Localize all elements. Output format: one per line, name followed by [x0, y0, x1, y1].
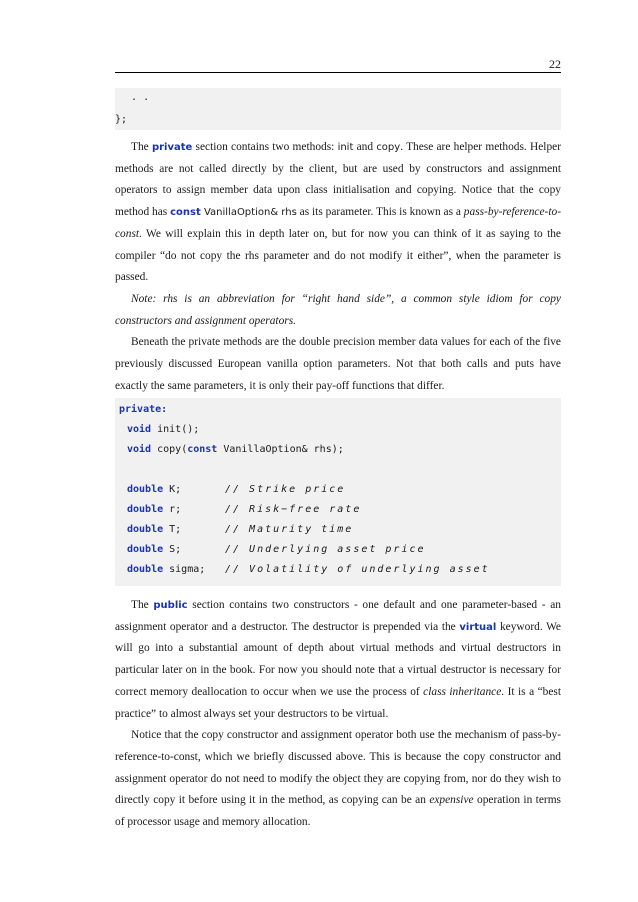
keyword: double	[127, 484, 164, 495]
code-line: . .	[119, 92, 150, 103]
text: . It is a “best practice” to almost always set your destructors to be virtual.	[115, 685, 561, 720]
text: The	[131, 141, 152, 153]
text: The	[131, 599, 154, 611]
code-text: init();	[151, 424, 200, 435]
text: keyword. We will go into a substantial amount of depth about virtual methods and virtual destructors in particular later on in the book. For now you should note that a virtual destructor is necessary for correct memory deallocation to occur when we use the process of	[115, 620, 561, 698]
paragraph	[115, 137, 561, 289]
emphasis: expensive	[429, 794, 474, 807]
code-line-member	[127, 484, 181, 495]
keyword: double	[127, 524, 164, 535]
text: and	[353, 141, 377, 153]
page-number: 22	[549, 57, 561, 71]
code-text: VanillaOption& rhs);	[217, 444, 344, 455]
keyword: double	[127, 564, 164, 575]
emphasis: class inheritance	[423, 685, 502, 698]
code-text: sigma;	[163, 564, 206, 575]
code-block-top	[115, 88, 561, 130]
note: Note: rhs is an abbreviation for “right hand side”, a common style idiom for copy constructors and assignment operators.	[115, 292, 561, 327]
keyword: void	[127, 424, 152, 435]
header-rule	[115, 72, 561, 73]
keyword: double	[127, 544, 164, 555]
text: . We will explain this in depth later on, but for now you can think of it as saying to the compiler “do not copy the rhs parameter and do not modify it either”, when the parameter is passed.	[115, 227, 561, 284]
text: . These are helper methods. Helper methods are not called directly by the client, but are used by constructors and assignment operators to assign member data upon class initialisation and copying. Notice that the copy method has	[115, 141, 562, 219]
inline-keyword: private	[151, 142, 193, 153]
code-text: r;	[163, 504, 182, 515]
code-line-member	[127, 504, 181, 515]
text: section contains two constructors - one default and one parameter-based - an assignment operator and a destructor. The destructor is prepended via the	[115, 599, 561, 633]
inline-code: copy	[376, 142, 401, 153]
code-line-init	[127, 424, 199, 435]
code-comment: // Maturity time	[225, 524, 354, 535]
code-comment: // Risk−free rate	[225, 504, 362, 515]
inline-keyword: public	[153, 600, 188, 611]
code-text: T;	[163, 524, 182, 535]
inline-code: VanillaOption& rhs	[200, 207, 297, 219]
code-text: copy(	[151, 444, 188, 455]
code-text: S;	[163, 544, 182, 555]
text: section contains two methods:	[192, 141, 338, 153]
inline-code: init	[337, 142, 354, 153]
code-comment: // Underlying asset price	[225, 544, 426, 555]
code-text: K;	[163, 484, 182, 495]
keyword: const	[187, 444, 218, 455]
code-line: };	[115, 114, 128, 125]
keyword: void	[127, 444, 152, 455]
inline-keyword: virtual	[459, 621, 497, 633]
keyword: double	[127, 504, 164, 515]
code-label-private: private:	[119, 404, 168, 415]
code-comment: // Strike price	[225, 484, 346, 495]
inline-keyword: const	[170, 207, 201, 219]
paragraph	[115, 725, 561, 834]
code-line-member	[127, 564, 205, 575]
code-line-copy	[127, 444, 344, 455]
paragraph	[115, 595, 561, 725]
code-line-member	[127, 544, 181, 555]
body-text-lower	[115, 595, 561, 834]
text: operation in terms of processor usage and memory allocation.	[115, 794, 561, 829]
code-comment: // Volatility of underlying asset	[225, 564, 490, 575]
text: as its parameter. This is known as a	[296, 206, 464, 219]
emphasis: pass-by-reference-to-const	[115, 206, 561, 240]
body-text-upper	[115, 137, 561, 397]
code-line-member	[127, 524, 181, 535]
text: Notice that the copy constructor and assignment operator both use the mechanism of pass-by-reference-to-const, which we briefly discussed above. This is because the copy constructor and assignment operator do not need to modify the object they are copying from, nor do they wish to directly copy it before using it in the method, as copying can be an	[115, 729, 561, 807]
code-block-private	[115, 398, 561, 586]
paragraph: Beneath the private methods are the double precision member data values for each of the five previously discussed European vanilla option parameters. Not that both calls and puts have exactly the same parameters, it is only their pay-off functions that differ.	[115, 336, 561, 392]
